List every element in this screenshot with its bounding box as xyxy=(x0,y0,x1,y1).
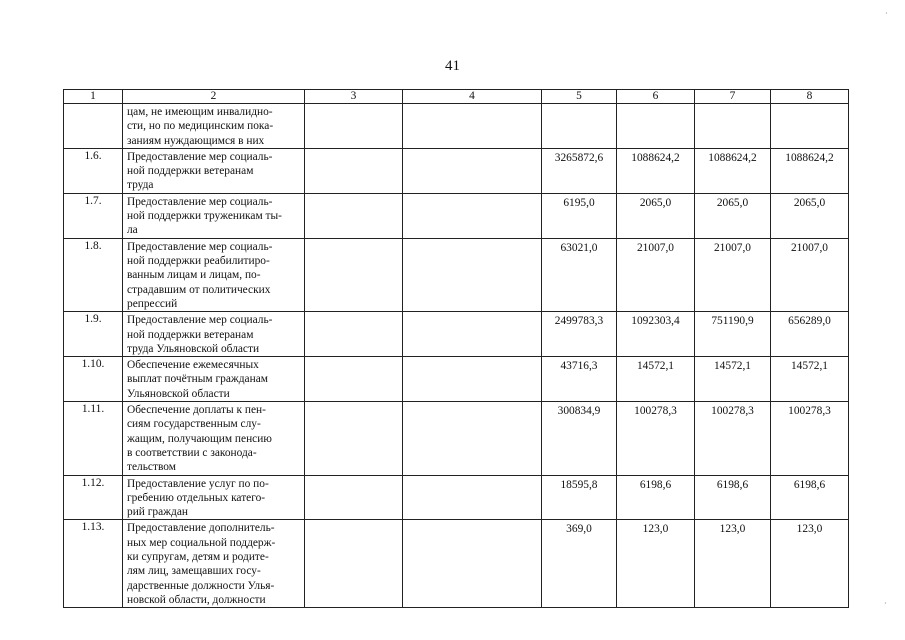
value-col-6: 2065,0 xyxy=(617,193,695,238)
item-number: 1.8. xyxy=(64,238,123,311)
value-col-8: 1088624,2 xyxy=(771,148,849,193)
column-number: 1 xyxy=(64,90,123,104)
value-col-6: 21007,0 xyxy=(617,238,695,311)
table-row xyxy=(64,312,849,357)
value-col-5: 300834,9 xyxy=(542,402,617,475)
value-col-8: 656289,0 xyxy=(771,312,849,357)
value-col-7: 1088624,2 xyxy=(695,148,771,193)
value-col-8: 123,0 xyxy=(771,520,849,608)
column-number: 2 xyxy=(123,90,305,104)
table-row xyxy=(64,475,849,520)
column-4-cell xyxy=(403,104,542,149)
value-col-5: 63021,0 xyxy=(542,238,617,311)
value-col-8: 6198,6 xyxy=(771,475,849,520)
column-3-cell xyxy=(305,357,403,402)
table-row xyxy=(64,104,849,149)
value-col-7: 14572,1 xyxy=(695,357,771,402)
value-col-7 xyxy=(695,104,771,149)
item-description: Предоставление мер социаль- ной поддержки ветеранам труда Ульяновской области xyxy=(123,312,305,357)
column-4-cell xyxy=(403,312,542,357)
value-col-8: 14572,1 xyxy=(771,357,849,402)
item-number: 1.9. xyxy=(64,312,123,357)
table-row xyxy=(64,148,849,193)
value-col-5: 369,0 xyxy=(542,520,617,608)
column-3-cell xyxy=(305,520,403,608)
table-row xyxy=(64,238,849,311)
column-3-cell xyxy=(305,312,403,357)
value-col-7: 2065,0 xyxy=(695,193,771,238)
value-col-5: 2499783,3 xyxy=(542,312,617,357)
item-description: Предоставление услуг по по- гребению отдельных катего- рий граждан xyxy=(123,475,305,520)
column-4-cell xyxy=(403,520,542,608)
value-col-6: 6198,6 xyxy=(617,475,695,520)
value-col-7: 100278,3 xyxy=(695,402,771,475)
column-3-cell xyxy=(305,238,403,311)
column-number-row xyxy=(64,90,849,104)
column-number: 5 xyxy=(542,90,617,104)
item-number: 1.12. xyxy=(64,475,123,520)
column-number: 7 xyxy=(695,90,771,104)
column-3-cell xyxy=(305,148,403,193)
value-col-7: 751190,9 xyxy=(695,312,771,357)
item-number: 1.6. xyxy=(64,148,123,193)
column-4-cell xyxy=(403,357,542,402)
column-3-cell xyxy=(305,104,403,149)
item-description: Обеспечение доплаты к пен- сиям государственным слу- жащим, получающим пенсию в соответствии с законода- тельством xyxy=(123,402,305,475)
item-description: Предоставление мер социаль- ной поддержки труженикам ты- ла xyxy=(123,193,305,238)
item-description: Предоставление дополнитель- ных мер социальной поддерж- ки супругам, детям и родите- лям лиц, замещавших госу- дарственные должности Улья- новской области, должности xyxy=(123,520,305,608)
column-number: 8 xyxy=(771,90,849,104)
item-number: 1.7. xyxy=(64,193,123,238)
value-col-6 xyxy=(617,104,695,149)
column-3-cell xyxy=(305,475,403,520)
item-number: 1.11. xyxy=(64,402,123,475)
column-4-cell xyxy=(403,148,542,193)
value-col-7: 6198,6 xyxy=(695,475,771,520)
item-description: Обеспечение ежемесячных выплат почётным гражданам Ульяновской области xyxy=(123,357,305,402)
budget-table xyxy=(63,89,849,608)
scan-dot: · xyxy=(884,599,887,608)
page-number: 41 xyxy=(445,58,460,74)
table-row xyxy=(64,193,849,238)
column-4-cell xyxy=(403,402,542,475)
value-col-8: 2065,0 xyxy=(771,193,849,238)
item-description: цам, не имеющим инвалидно- сти, но по медицинским пока- заниям нуждающимся в них xyxy=(123,104,305,149)
value-col-6: 100278,3 xyxy=(617,402,695,475)
value-col-8: 21007,0 xyxy=(771,238,849,311)
table-row xyxy=(64,520,849,608)
value-col-5: 3265872,6 xyxy=(542,148,617,193)
column-3-cell xyxy=(305,193,403,238)
value-col-5: 18595,8 xyxy=(542,475,617,520)
column-number: 3 xyxy=(305,90,403,104)
item-number xyxy=(64,104,123,149)
value-col-6: 123,0 xyxy=(617,520,695,608)
value-col-5: 43716,3 xyxy=(542,357,617,402)
column-number: 6 xyxy=(617,90,695,104)
item-description: Предоставление мер социаль- ной поддержки ветеранам труда xyxy=(123,148,305,193)
value-col-8 xyxy=(771,104,849,149)
column-4-cell xyxy=(403,475,542,520)
value-col-7: 123,0 xyxy=(695,520,771,608)
column-4-cell xyxy=(403,238,542,311)
value-col-6: 1088624,2 xyxy=(617,148,695,193)
table-row xyxy=(64,357,849,402)
value-col-6: 14572,1 xyxy=(617,357,695,402)
column-number: 4 xyxy=(403,90,542,104)
column-4-cell xyxy=(403,193,542,238)
item-number: 1.10. xyxy=(64,357,123,402)
item-description: Предоставление мер социаль- ной поддержки реабилитиро- ванным лицам и лицам, по- страдавшим от политических репрессий xyxy=(123,238,305,311)
value-col-5 xyxy=(542,104,617,149)
table-row xyxy=(64,402,849,475)
item-number: 1.13. xyxy=(64,520,123,608)
value-col-8: 100278,3 xyxy=(771,402,849,475)
column-3-cell xyxy=(305,402,403,475)
value-col-7: 21007,0 xyxy=(695,238,771,311)
value-col-5: 6195,0 xyxy=(542,193,617,238)
scan-dot: · xyxy=(885,9,888,18)
value-col-6: 1092303,4 xyxy=(617,312,695,357)
